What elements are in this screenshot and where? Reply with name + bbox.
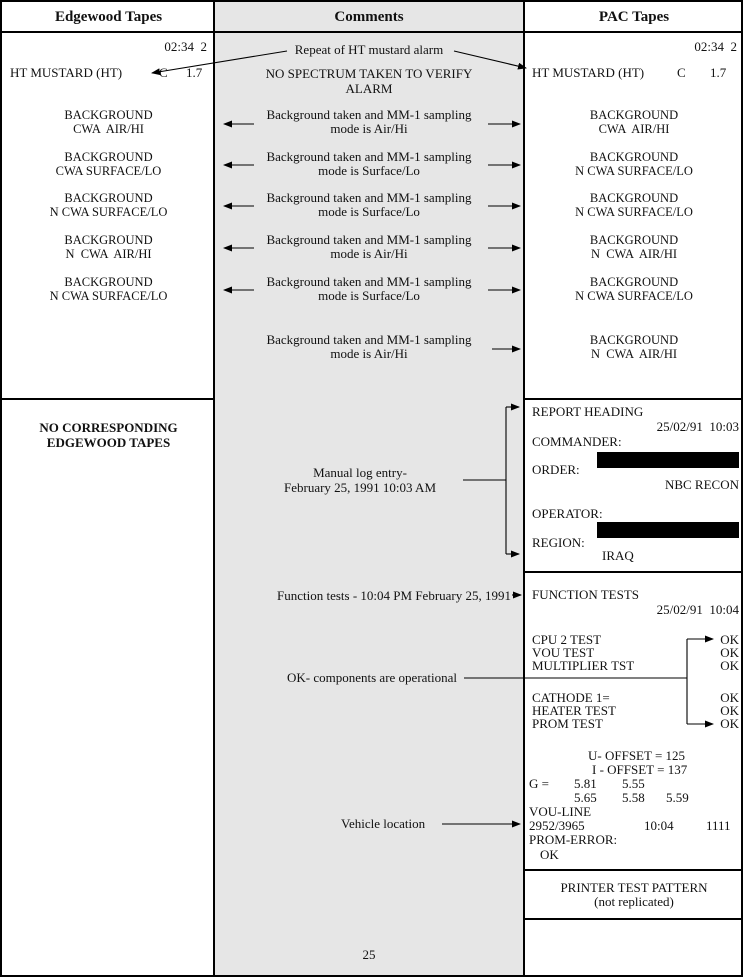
- no-corresponding-note: NO CORRESPONDING EDGEWOOD TAPES: [39, 420, 178, 450]
- pac-alarm-value: 1.7: [710, 65, 727, 80]
- test-result: OK: [720, 658, 739, 673]
- edgewood-section-divider: [2, 398, 213, 400]
- comment-vehicle-location: Vehicle location: [341, 816, 426, 831]
- i-offset-value: I - OFFSET = 137: [592, 762, 688, 777]
- page-number: 25: [362, 947, 376, 962]
- prom-error-value: OK: [540, 847, 559, 862]
- comment-background-row: Background taken and MM-1 sampling mode is Air/Hi: [266, 332, 472, 361]
- test-row: HEATER TEST OK: [532, 703, 739, 718]
- comment-background-row: Background taken and MM-1 sampling mode is Surface/Lo: [266, 149, 472, 178]
- edgewood-background-row: BACKGROUND CWA AIR/HI: [64, 108, 153, 136]
- test-result: OK: [720, 716, 739, 731]
- vehicle-location-value: 2952/3965: [529, 818, 585, 833]
- pac-section-divider-3: [523, 869, 743, 871]
- pac-section-divider-1: [523, 398, 743, 400]
- edgewood-alarm-value: 1.7: [186, 65, 203, 80]
- g-value: 5.81: [574, 776, 597, 791]
- pac-background-row: BACKGROUND CWA AIR/HI: [589, 108, 679, 136]
- pac-alarm-c: C: [677, 65, 686, 80]
- region-value: IRAQ: [602, 548, 634, 563]
- header-divider: [2, 31, 743, 33]
- pac-time: 02:34 2: [694, 39, 737, 54]
- header-pac-tapes: PAC Tapes: [598, 9, 670, 25]
- g-value: 5.59: [666, 790, 689, 805]
- comment-background-row: Background taken and MM-1 sampling mode is Air/Hi: [266, 107, 472, 136]
- pac-alarm-name: HT MUSTARD (HT): [532, 65, 645, 80]
- report-heading-title: REPORT HEADING: [532, 404, 644, 419]
- vou-time: 10:04: [644, 818, 674, 833]
- pac-background-row: BACKGROUND N CWA SURFACE/LO: [575, 275, 693, 303]
- region-label: REGION:: [532, 535, 585, 550]
- report-datetime: 25/02/91 10:03: [656, 419, 739, 434]
- function-tests-datetime: 25/02/91 10:04: [656, 602, 739, 617]
- comment-ok-components: OK- components are operational: [287, 670, 458, 685]
- operator-label: OPERATOR:: [532, 506, 603, 521]
- comment-background-row: Background taken and MM-1 sampling mode is Surface/Lo: [266, 274, 472, 303]
- comment-no-spectrum: NO SPECTRUM TAKEN TO VERIFY ALARM: [265, 66, 473, 96]
- edgewood-background-row: BACKGROUND CWA SURFACE/LO: [55, 150, 162, 178]
- g-value: 5.58: [622, 790, 645, 805]
- test-result: OK: [720, 645, 739, 660]
- edgewood-alarm-c: C: [159, 65, 168, 80]
- header-edgewood-tapes: Edgewood Tapes: [54, 9, 163, 25]
- g-label: G =: [529, 776, 549, 791]
- operator-redaction-bar: [597, 522, 739, 538]
- header-comments: Comments: [334, 9, 404, 25]
- pac-section-divider-2: [523, 571, 743, 573]
- comment-manual-log: Manual log entry- February 25, 1991 10:03 AM: [283, 465, 437, 495]
- pac-background-row: BACKGROUND N CWA AIR/HI: [589, 233, 679, 261]
- pac-background-row: BACKGROUND N CWA SURFACE/LO: [575, 150, 693, 178]
- pac-background-row: BACKGROUND N CWA AIR/HI: [589, 333, 679, 361]
- g-value: 5.65: [574, 790, 597, 805]
- test-result: OK: [720, 632, 739, 647]
- function-tests-title: FUNCTION TESTS: [532, 587, 640, 602]
- comment-background-row: Background taken and MM-1 sampling mode is Air/Hi: [266, 232, 472, 261]
- test-row: CATHODE 1= OK: [532, 690, 739, 705]
- commander-label: COMMANDER:: [532, 434, 622, 449]
- comment-repeat-alarm: Repeat of HT mustard alarm: [294, 42, 444, 57]
- comment-function-tests: Function tests - 10:04 PM February 25, 1991: [277, 588, 511, 603]
- order-label: ORDER:: [532, 462, 580, 477]
- edgewood-background-row: BACKGROUND N CWA AIR/HI: [64, 233, 153, 261]
- test-row: VOU TEST OK: [532, 645, 739, 660]
- edgewood-alarm-name: HT MUSTARD (HT): [10, 65, 123, 80]
- prom-error-label: PROM-ERROR:: [529, 832, 618, 847]
- test-result: OK: [720, 690, 739, 705]
- pac-background-row: BACKGROUND N CWA SURFACE/LO: [575, 191, 693, 219]
- test-row: MULTIPLIER TST OK: [532, 658, 739, 673]
- edgewood-background-row: BACKGROUND N CWA SURFACE/LO: [49, 191, 168, 219]
- test-row: CPU 2 TEST OK: [532, 632, 739, 647]
- u-offset-value: U- OFFSET = 125: [588, 748, 686, 763]
- printer-test-pattern-note: PRINTER TEST PATTERN (not replicated): [560, 880, 708, 909]
- order-value: NBC RECON: [664, 477, 739, 492]
- edgewood-time: 02:34 2: [164, 39, 207, 54]
- edgewood-background-row: BACKGROUND N CWA SURFACE/LO: [49, 275, 168, 303]
- vou-line-label: VOU-LINE: [529, 804, 592, 819]
- comment-background-row: Background taken and MM-1 sampling mode is Surface/Lo: [266, 190, 472, 219]
- test-result: OK: [720, 703, 739, 718]
- commander-redaction-bar: [597, 452, 739, 468]
- pac-section-divider-4: [523, 918, 743, 920]
- g-value: 5.55: [622, 776, 645, 791]
- vou-code: 1111: [706, 818, 731, 833]
- test-row: PROM TEST OK: [532, 716, 739, 731]
